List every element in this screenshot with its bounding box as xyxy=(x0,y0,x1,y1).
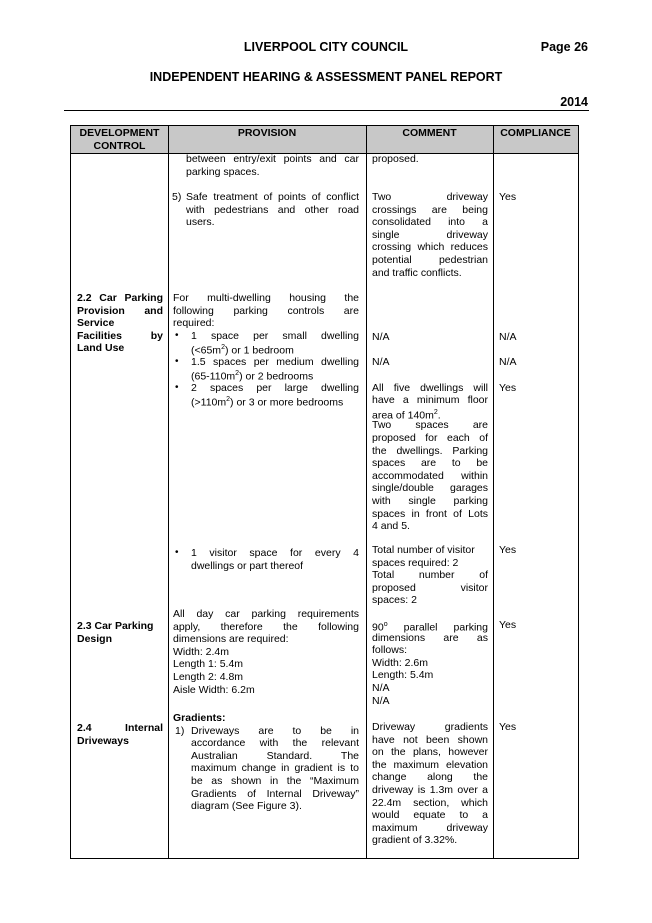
header-rule xyxy=(64,110,589,111)
comment-text: crossing which reduces xyxy=(372,241,488,254)
comment-text: proposed for each of xyxy=(372,431,488,444)
provision-text: required: xyxy=(173,317,215,330)
comment-text: single driveway xyxy=(372,228,488,241)
provision-text: following parking controls are xyxy=(173,304,359,317)
comment-text: driveway is 1.3m over a xyxy=(372,784,488,796)
comment-text: dimensions are as xyxy=(372,631,488,644)
provision-text: $(<65m^2)$ or 1 bedroom xyxy=(191,344,294,357)
provision-text: diagram (See Figure 3). xyxy=(191,800,302,813)
provision-text: 1.5 spaces per medium dwelling xyxy=(191,355,359,368)
provision-text: Aisle Width: 6.2m xyxy=(173,683,255,696)
provision-text: apply, therefore the following xyxy=(173,620,359,633)
header-control-line1: DEVELOPMENT xyxy=(79,127,160,139)
comment-text: the dwellings. Parking xyxy=(372,444,488,457)
council-name: LIVERPOOL CITY COUNCIL xyxy=(243,40,409,54)
report-year: 2014 xyxy=(560,95,588,109)
control-label: 2.4 Internal xyxy=(77,722,163,734)
comment-text: change along the xyxy=(372,771,488,784)
comment-text: All five dwellings will xyxy=(372,381,488,394)
control-label: 2.2 Car Parking xyxy=(77,292,163,304)
comment-text: proposed. xyxy=(372,153,419,165)
comment-text: 22.4m section, which xyxy=(372,796,488,809)
comment-text: N/A xyxy=(372,682,390,694)
comment-text: single/double garages xyxy=(372,482,488,495)
column-divider xyxy=(493,126,494,858)
bullet-icon: • xyxy=(175,381,179,393)
comment-text: accommodated within xyxy=(372,469,488,482)
comment-text: Length: 5.4m xyxy=(372,669,434,682)
bullet-icon: • xyxy=(175,355,179,367)
comment-text: spaces required: 2 xyxy=(372,556,459,569)
provision-text: Driveways are to be in xyxy=(191,724,359,737)
comment-text: Width: 2.6m xyxy=(372,656,429,669)
compliance-value: Yes xyxy=(499,721,517,733)
report-title: INDEPENDENT HEARING & ASSESSMENT PANEL REPORT xyxy=(149,70,503,84)
provision-text: 1 space per small dwelling xyxy=(191,329,359,342)
provision-text: parking spaces. xyxy=(186,165,260,178)
header-development-control xyxy=(71,127,168,152)
comment-text: N/A xyxy=(372,331,390,343)
provision-text: Safe treatment of points of conflict xyxy=(186,191,359,203)
provision-text: 2 spaces per large dwelling xyxy=(191,381,359,394)
compliance-value: Yes xyxy=(499,619,517,631)
provision-text: Gradients of Internal Driveway” xyxy=(191,787,359,800)
comment-text: Total number of visitor xyxy=(372,544,475,556)
comment-text: spaces are to be xyxy=(372,457,488,470)
comment-text: maximum driveway xyxy=(372,821,488,834)
column-divider xyxy=(366,126,367,858)
provision-text: dwellings or part thereof xyxy=(191,559,304,572)
comment-text: and traffic conflicts. xyxy=(372,266,462,279)
comment-text: spaces in front of Lots xyxy=(372,507,488,520)
compliance-value: N/A xyxy=(499,355,517,368)
provision-text: with pedestrians and other road xyxy=(186,203,359,216)
comment-text: on the plans, however xyxy=(372,746,488,759)
provision-text: $(>110m^2)$ or 3 or more bedrooms xyxy=(191,396,344,409)
comment-text: follows: xyxy=(372,644,408,657)
comment-text: 90$^o$ parallel parking xyxy=(372,621,488,634)
provision-text: dimensions are required: xyxy=(173,633,289,646)
control-label: 2.3 Car Parking xyxy=(77,620,154,632)
comment-text: crossings are being xyxy=(372,203,488,216)
provision-heading: Gradients: xyxy=(173,712,226,724)
provision-text: $(65-110m^2)$ or 2 bedrooms xyxy=(191,370,314,383)
comment-text: have a minimum floor xyxy=(372,394,488,407)
column-divider xyxy=(168,126,169,858)
comment-text: Two spaces are xyxy=(372,419,488,432)
provision-text: Length 1: 5.4m xyxy=(173,658,244,671)
comment-text: consolidated into a xyxy=(372,216,488,229)
comment-text: would equate to a xyxy=(372,809,488,822)
control-label: Provision and xyxy=(77,304,163,317)
comment-text: potential pedestrian xyxy=(372,254,488,266)
header-provision: PROVISION xyxy=(237,127,297,139)
comment-text: have not been shown xyxy=(372,733,488,746)
comment-text: Two driveway xyxy=(372,191,488,203)
provision-text: be as shown in the “Maximum xyxy=(191,775,359,787)
control-label: Land Use xyxy=(77,342,125,355)
comment-text: spaces: 2 xyxy=(372,594,417,607)
header-comment: COMMENT xyxy=(402,127,457,139)
list-number: 1) xyxy=(175,724,185,737)
comment-text: 4 and 5. xyxy=(372,520,410,533)
compliance-value: Yes xyxy=(499,544,517,556)
compliance-value: N/A xyxy=(499,331,517,343)
comment-text: N/A xyxy=(372,355,390,368)
provision-text: users. xyxy=(186,216,215,229)
provision-text: All day car parking requirements xyxy=(173,608,359,620)
provision-text: Width: 2.4m xyxy=(173,645,230,658)
provision-text: Australian Standard. The xyxy=(191,749,359,762)
comment-text: area of $140m^2$. xyxy=(372,408,441,422)
provision-text: For multi-dwelling housing the xyxy=(173,292,359,304)
comment-text: with single parking xyxy=(372,494,488,507)
provision-text: Length 2: 4.8m xyxy=(173,671,244,683)
comment-text: the maximum elevation xyxy=(372,758,488,771)
provision-text: maximum change in gradient is to xyxy=(191,762,359,775)
header-control-line2: CONTROL xyxy=(93,139,146,152)
bullet-icon: • xyxy=(175,329,179,341)
assessment-table xyxy=(70,125,579,859)
compliance-value: Yes xyxy=(499,191,517,203)
comment-text: Driveway gradients xyxy=(372,721,488,733)
control-label: Facilities by xyxy=(77,329,163,342)
control-label: Driveways xyxy=(77,734,129,747)
provision-text: accordance with the relevant xyxy=(191,737,359,750)
list-number: 5) xyxy=(172,191,182,203)
comment-text: gradient of 3.32%. xyxy=(372,834,458,847)
comment-text: proposed visitor xyxy=(372,581,488,594)
provision-text: between entry/exit points and car xyxy=(186,153,359,165)
comment-text: Total number of xyxy=(372,569,488,582)
header-compliance: COMPLIANCE xyxy=(500,127,571,139)
bullet-icon: • xyxy=(175,547,179,558)
comment-text: N/A xyxy=(372,694,390,707)
provision-text: 1 visitor space for every 4 xyxy=(191,547,359,559)
control-label: Design xyxy=(77,632,113,645)
page-number: Page 26 xyxy=(540,40,588,54)
control-label: Service xyxy=(77,317,115,330)
compliance-value: Yes xyxy=(499,381,517,394)
